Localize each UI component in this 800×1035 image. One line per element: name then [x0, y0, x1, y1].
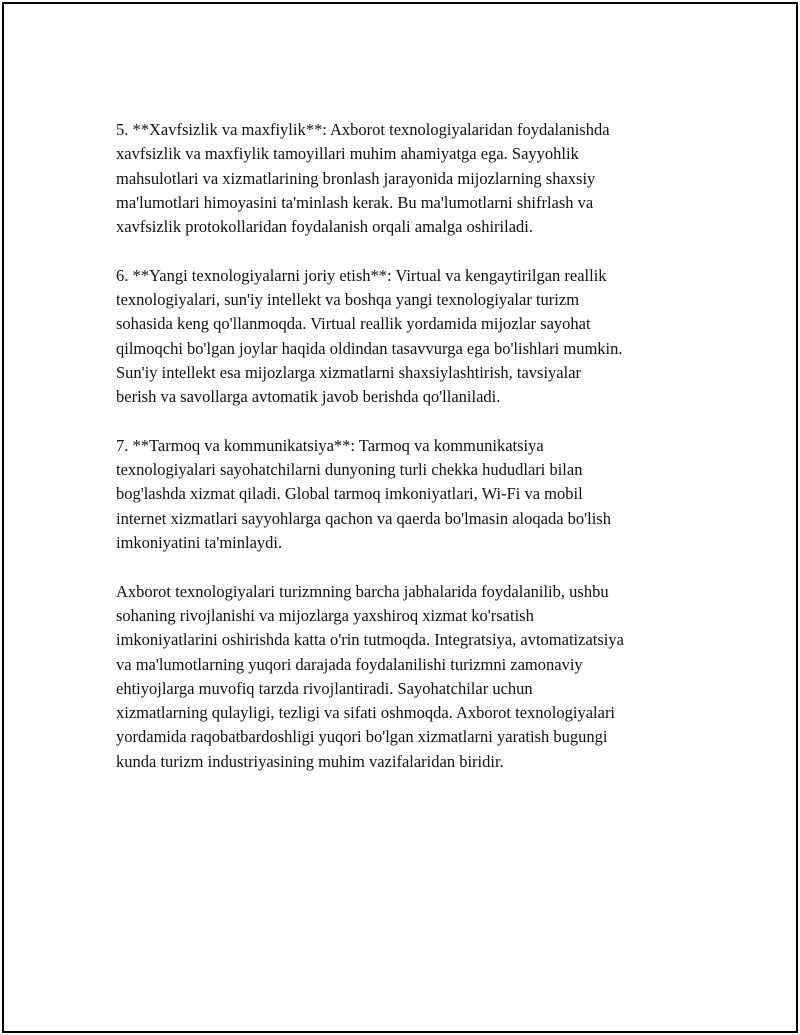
- document-body: [116, 118, 696, 798]
- paragraph-new-technologies: 6. **Yangi texnologiyalarni joriy etish**: Virtual va kengaytirilgan reallik texnologiyalari, sun'iy intellekt va boshqa yangi texnologiyalar turizm sohasida keng qo'llanmoqda. Virtual reallik yordamida mijozlar sayohat qilmoqchi bo'lgan joylar haqida oldindan tasavvurga ega bo'lishlari mumkin. Sun'iy intellekt esa mijozlarga xizmatlarni shaxsiylashtirish, tavsiyalar berish va savollarga avtomatik javob berishda qo'llaniladi.: [116, 265, 623, 407]
- paragraph-network-communication: 7. **Tarmoq va kommunikatsiya**: Tarmoq va kommunikatsiya texnologiyalari sayohatchilarni dunyoning turli chekka hududlari bilan bog'lashda xizmat qiladi. Global tarmoq imkoniyatlari, Wi-Fi va mobil internet xizmatlari sayyohlarga qachon va qaerda bo'lmasin aloqada bo'lish imkoniyatini ta'minlaydi.: [116, 435, 611, 553]
- paragraph-security-privacy: 5. **Xavfsizlik va maxfiylik**: Axborot texnologiyalaridan foydalanishda xavfsizlik va maxfiylik tamoyillari muhim ahamiyatga ega. Sayyohlik mahsulotlari va xizmatlarining bronlash jarayonida mijozlarning shaxsiy ma'lumotlari himoyasini ta'minlash kerak. Bu ma'lumotlarni shifrlash va xavfsizlik protokollaridan foydalanish orqali amalga oshiriladi.: [116, 120, 610, 237]
- paragraph-conclusion: Axborot texnologiyalari turizmning barcha jabhalarida foydalanilib, ushbu sohaning rivojlanishi va mijozlarga yaxshiroq xizmat ko'rsatish imkoniyatlarini oshirishda katta o'rin tutmoqda. Integratsiya, avtomatizatsiya va ma'lumotlarning yuqori darajada foydalanilishi turizmni zamonaviy ehtiyojlarga muvofiq tarzda rivojlantiradi. Sayohatchilar uchun xizmatlarning qulayligi, tezligi va sifati oshmoqda. Axborot texnologiyalari yordamida raqobatbardoshligi yuqori bo'lgan xizmatlarni yaratish bugungi kunda turizm industriyasining muhim vazifalaridan biridir.: [116, 581, 624, 771]
